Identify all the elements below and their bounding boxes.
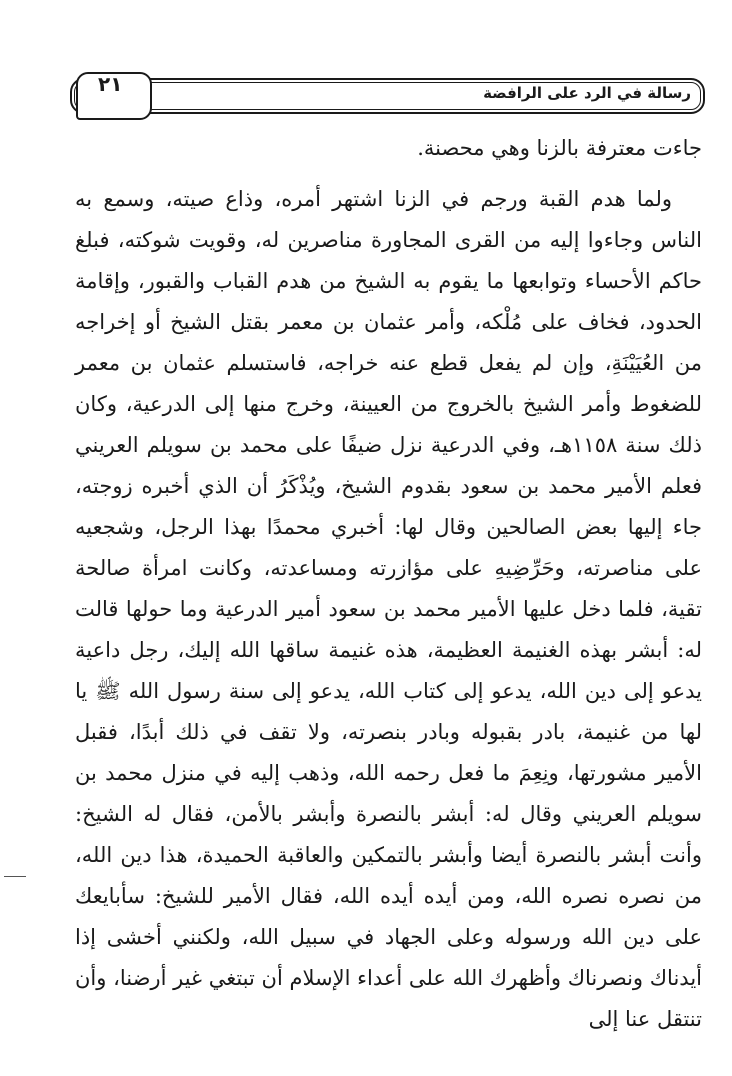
page-number-frame bbox=[76, 72, 152, 120]
paragraph: ولما هدم القبة ورجم في الزنا اشتهر أمره، وذاع صيته، وسمع به الناس وجاءوا إليه من القرى المجاورة مناصرين له، وقويت شوكته، فبلغ حاكم الأحساء وتوابعها ما يقوم به الشيخ من هدم القباب والقبور، وإقامة الحدود، فخاف على مُلْكه، وأمر عثمان بن معمر بقتل الشيخ أو إخراجه من العُيَيْنَةِ، وإن لم يفعل قطع عنه خراجه، فاستسلم عثمان بن معمر للضغوط وأمر الشيخ بالخروج من العيينة، وخرج منها إلى الدرعية، وكان ذلك سنة ١١٥٨هـ، وفي الدرعية نزل ضيفًا على محمد بن سويلم العريني فعلم الأمير محمد بن سعود بقدوم الشيخ، ويُذْكَرُ أن الذي أخبره زوجته، جاء إليها بعض الصالحين وقال لها: أخبري محمدًا بهذا الرجل، وشجعيه على مناصرته، وحَرِّضِيهِ على مؤازرته ومساعدته، وكانت امرأة صالحة تقية، فلما دخل عليها الأمير محمد بن سعود أمير الدرعية وما حولها قالت له: أبشر بهذه الغنيمة العظيمة، هذه غنيمة ساقها الله إليك، رجل داعية يدعو إلى دين الله، يدعو إلى كتاب الله، يدعو إلى سنة رسول الله ﷺ يا لها من غنيمة، بادر بقبوله وبادر بنصرته، ولا تقف في ذلك أبدًا، فقبل الأمير مشورتها، ونِعِمَ ما فعل رحمه الله، وذهب إليه في منزل محمد بن سويلم العريني وقال له: أبشر بالنصرة وأبشر بالأمن، فقال له الشيخ: وأنت أبشر بالنصرة أيضا وأبشر بالتمكين والعاقبة الحميدة، هذا دين الله، من نصره نصره الله، ومن أيده أيده الله، فقال الأمير للشيخ: سأبايعك على دين الله ورسوله وعلى الجهاد في سبيل الله، ولكنني أخشى إذا أيدناك ونصرناك وأظهرك الله على أعداء الإسلام أن تبتغي غير أرضنا، وأن تنتقل عنا إلى bbox=[75, 187, 703, 1031]
page-header bbox=[70, 72, 705, 114]
page-number: ٢١ bbox=[98, 72, 123, 96]
paragraph-continuation: جاءت معترفة بالزنا وهي محصنة. bbox=[417, 136, 702, 160]
margin-mark bbox=[4, 876, 26, 877]
body-text bbox=[75, 128, 702, 1040]
running-title: رسالة في الرد على الرافضة bbox=[483, 84, 691, 102]
